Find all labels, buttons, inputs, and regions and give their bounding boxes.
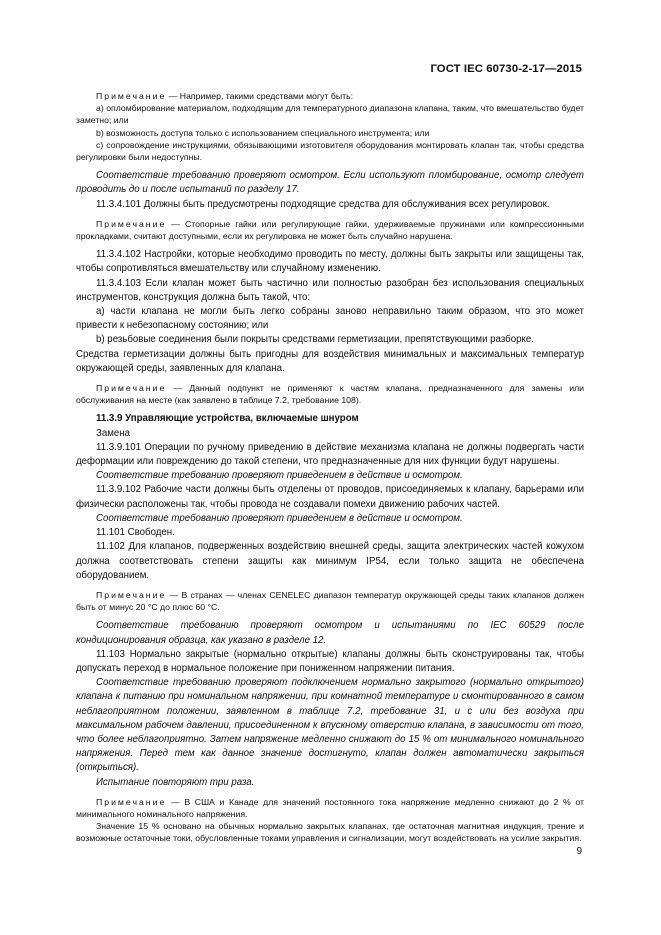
body-paragraph: Замена: [96, 427, 131, 439]
note-text: — Стопорные гайки или регулирующие гайки, удерживаемые пружинами или компрессионными прокладками, считают доступными, если их регулировка не может быть случайно нарушена.: [76, 218, 584, 242]
note-paragraph: [76, 796, 584, 820]
compliance-paragraph: Соответствие требованию проверяют приведением в действие и осмотром.: [96, 470, 463, 482]
compliance-paragraph: Соответствие требованию проверяют приведением в действие и осмотром.: [96, 512, 463, 524]
body-paragraph: 11.3.4.103 Если клапан может быть частично или полностью разобран без использования специальных инструментов, конструкция должна быть такой, что:: [76, 277, 584, 303]
note-item: b) возможность доступа только с использованием специального инструмента; или: [96, 127, 430, 138]
note-paragraph: [76, 589, 584, 613]
note-text: — В США и Канаде для значений постоянного тока напряжение медленно снижают до 2 % от минимального номинального напряжения.: [76, 796, 584, 819]
note-paragraph: [76, 218, 584, 242]
section-heading: 11.3.9 Управляющие устройства, включаемые шнуром: [96, 413, 359, 425]
note-label: Примечание: [96, 218, 167, 229]
note-label: Примечание: [96, 796, 167, 807]
compliance-paragraph: Соответствие требованию проверяют подключением нормально закрытого (нормально открытого) клапана к питанию при номинальном напряжении, при комнатной температуре и смонтированного в самом неблагоприятном положении, заявленном в таблице 7.2, требование 31, и с или без воздуха при максимальном рабочем давлении, присоединенном к впускному отверстию клапана, в зависимости от того, что более неблагоприятно. Затем напряжение медленно снижают до 15 % от минимального номинального напряжения. Перед тем как данное значение достигнуто, клапан должен автоматически закрыться (открыться).: [76, 677, 584, 774]
body-paragraph: 11.103 Нормально закрытые (нормально открытые) клапаны должны быть сконструированы так, чтобы допускать переход в нормальное положение при пониженном напряжении питания.: [76, 648, 584, 674]
body-paragraph: 11.3.9.102 Рабочие части должны быть отделены от проводов, присоединяемых к клапану, барьерами или физически расположены так, чтобы провода не создавали помехи движению рабочих частей.: [76, 484, 584, 510]
standard-header: ГОСТ IEC 60730-2-17—2015: [430, 63, 582, 75]
body-paragraph: 11.3.9.101 Операции по ручному приведению в действие механизма клапана не должны подвергать части деформации или повреждению до такой степени, что предназначенные для них функции будут нарушены.: [76, 441, 584, 468]
note-label: Примечание: [96, 589, 167, 600]
note-label: Примечание: [96, 91, 167, 101]
body-paragraph: Средства герметизации должны быть пригодны для воздействия минимальных и максимальных температур окружающей среды, заявленных для клапана.: [76, 348, 584, 374]
body-paragraph: 11.3.4.101 Должны быть предусмотрены подходящие средства для обслуживания всех регулировок.: [96, 198, 550, 210]
body-paragraph: 11.102 Для клапанов, подверженных воздействию внешней среды, защита электрических частей кожухом должна соответствовать степени защиты как минимум IP54, если только защита не обеспечена оборудованием.: [76, 541, 584, 581]
compliance-paragraph: Соответствие требованию проверяют осмотром. Если используют пломбирование, осмотр следует проводить до и после испытаний по разделу 17.: [76, 170, 584, 196]
body-paragraph: b) резьбовые соединения были покрыты средствами герметизации, препятствующими разборке.: [96, 334, 534, 346]
note-item: a) опломбирование материалом, подходящим для температурного диапазона клапана, таким, что вмешательство будет заметно; или: [76, 103, 584, 126]
page-content: [76, 90, 584, 845]
note-paragraph: [76, 90, 584, 102]
note-text: — Например, такими средствами могут быть:: [166, 91, 354, 101]
note-text: — В странах — членах CENELEC диапазон температур окружающей среды таких клапанов должен быть от минус 20 °C до плюс 60 °C.: [76, 589, 584, 613]
compliance-paragraph: Соответствие требованию проверяют осмотром и испытаниями по IEC 60529 после кондиционирования образца, как указано в разделе 12.: [76, 620, 584, 646]
note-label: Примечание: [96, 383, 167, 394]
note-paragraph: [76, 382, 584, 406]
body-paragraph: a) части клапана не могли быть легко собраны заново неправильно таким образом, что это может привести к небезопасному состоянию; или: [76, 306, 584, 332]
note-item: c) сопровождение инструкциями, обязывающими изготовителя оборудования монтировать клапан так, чтобы средства регулировки были недоступны.: [76, 139, 584, 163]
compliance-paragraph: Испытание повторяют три раза.: [96, 776, 255, 788]
body-paragraph: 11.3.4.102 Настройки, которые необходимо проводить по месту, должны быть закрыты или защищены так, чтобы сопротивляться вмешательству или случайному изменению.: [76, 249, 584, 275]
note-text: — Данный подпункт не применяют к частям клапана, предназначенного для замены или обслуживания на месте (как заявлено в таблице 7.2, требование 108).: [76, 383, 584, 406]
page-number: 9: [576, 846, 582, 857]
note-item: Значение 15 % основано на обычных нормально закрытых клапанах, где остаточная магнитная индукция, трение и возможные остаточные токи, обусловленные токами управления и сигнализации, могут воздействовать на усилие закрытия.: [76, 821, 584, 844]
body-paragraph: 11.101 Свободен.: [96, 527, 175, 539]
